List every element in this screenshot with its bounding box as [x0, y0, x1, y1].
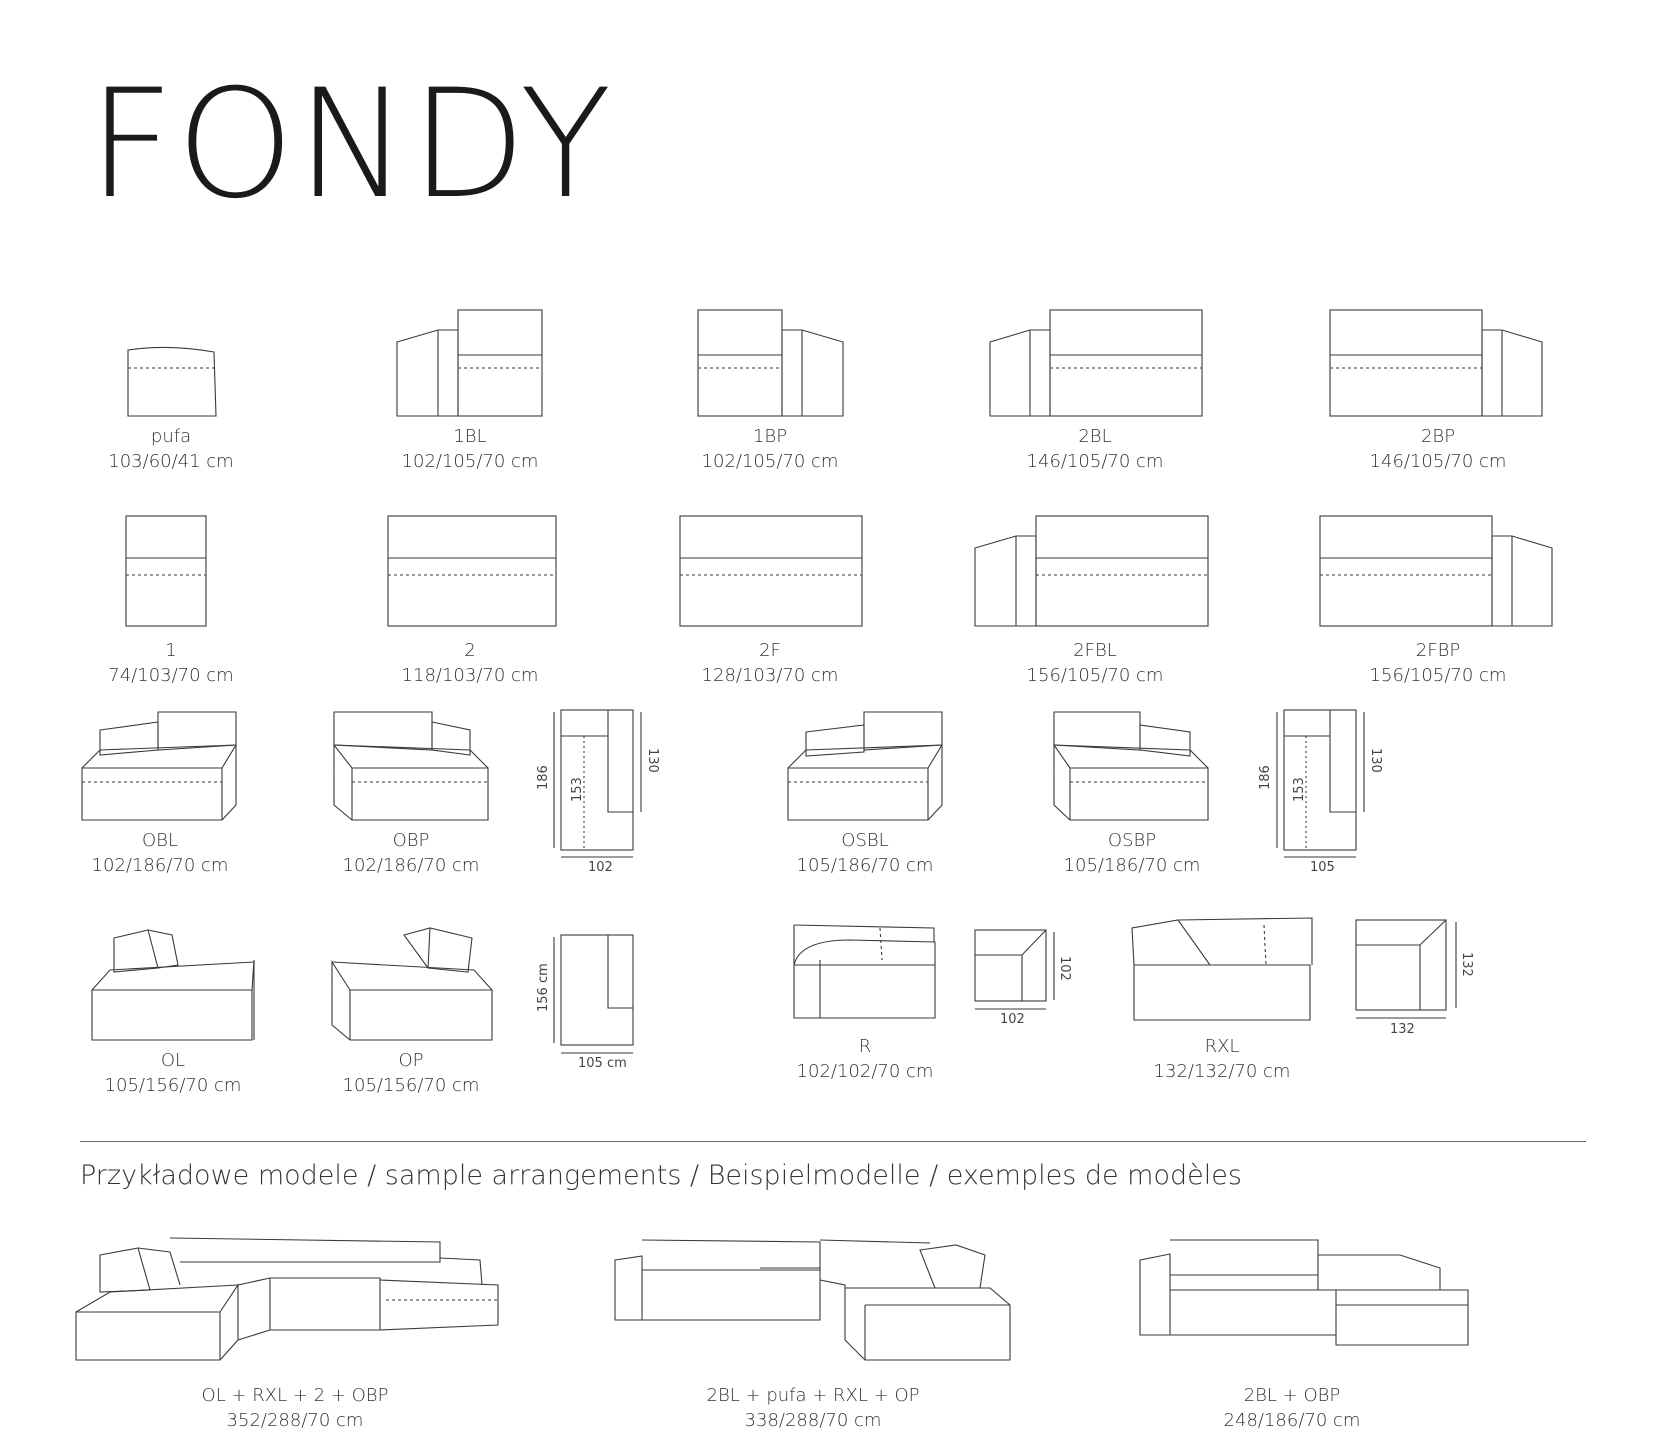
- drawing-1: [126, 516, 206, 626]
- module-dims: 146/105/70 cm: [1026, 451, 1164, 472]
- module-name: 2FBP: [1415, 640, 1461, 661]
- module-name: 2FBL: [1073, 640, 1117, 661]
- arrangement-3: [1140, 1240, 1468, 1345]
- module-1BP: [702, 424, 839, 474]
- arrangement-2-label: [707, 1383, 920, 1433]
- module-name: OSBL: [841, 830, 889, 851]
- module-dims: 128/103/70 cm: [701, 665, 839, 686]
- module-dims: 146/105/70 cm: [1369, 451, 1507, 472]
- section-title: Przykładowe modele / sample arrangements / Beispielmodelle / exemples de modèles: [80, 1160, 1242, 1191]
- drawing-2BP: [1330, 310, 1542, 416]
- module-dims: 102/105/70 cm: [701, 451, 839, 472]
- arrangement-name: 2BL + OBP: [1243, 1385, 1341, 1406]
- module-R: [797, 1034, 934, 1084]
- module-2F: [702, 638, 839, 688]
- module-2FBP: [1370, 638, 1507, 688]
- module-dims: 74/103/70 cm: [108, 665, 234, 686]
- drawing-OSBL: [788, 712, 942, 820]
- arrangement-dims: 248/186/70 cm: [1223, 1410, 1361, 1431]
- module-name: OSBP: [1107, 830, 1157, 851]
- drawing-R: [794, 925, 935, 1018]
- module-name: 1: [165, 640, 177, 661]
- module-RXL: [1154, 1034, 1291, 1084]
- page-title: FONDY: [88, 58, 614, 232]
- drawing-2F: [680, 516, 862, 626]
- module-name: RXL: [1204, 1036, 1240, 1057]
- plan-obl-arm: 130: [645, 748, 660, 773]
- arrangement-name: OL + RXL + 2 + OBP: [201, 1385, 389, 1406]
- module-1: [108, 638, 233, 688]
- arrangement-dims: 338/288/70 cm: [744, 1410, 882, 1431]
- module-OP: [343, 1048, 480, 1098]
- plan-R: [975, 930, 1054, 1009]
- drawing-2BL: [990, 310, 1202, 416]
- module-dims: 105/186/70 cm: [1063, 855, 1201, 876]
- module-OL: [105, 1048, 242, 1098]
- module-name: pufa: [150, 426, 192, 447]
- plan-ol-width: 105 cm: [578, 1056, 627, 1071]
- module-OSBL: [797, 828, 934, 878]
- drawing-2FBP: [1320, 516, 1552, 626]
- arrangement-2: [615, 1240, 1010, 1360]
- plan-ol-depth: 156 cm: [536, 963, 551, 1012]
- drawing-2: [388, 516, 556, 626]
- module-dims: 105/186/70 cm: [796, 855, 934, 876]
- drawing-1BP: [698, 310, 843, 416]
- module-2BL: [1027, 424, 1164, 474]
- plan-OBL: [554, 710, 641, 857]
- plan-RXL: [1356, 920, 1456, 1018]
- module-OSBP: [1064, 828, 1201, 878]
- drawing-OL: [92, 930, 254, 1040]
- plan-osb-depth: 186: [1258, 765, 1273, 790]
- drawing-2FBL: [975, 516, 1208, 626]
- module-name: 1BL: [453, 426, 487, 447]
- module-dims: 102/105/70 cm: [401, 451, 539, 472]
- plan-osb-arm: 130: [1368, 748, 1383, 773]
- module-name: OBP: [392, 830, 430, 851]
- plan-rxl-depth: 132: [1459, 952, 1474, 977]
- drawing-OSBP: [1054, 712, 1208, 820]
- module-name: R: [858, 1036, 872, 1057]
- module-dims: 105/156/70 cm: [104, 1075, 242, 1096]
- module-dims: 102/186/70 cm: [91, 855, 229, 876]
- module-dims: 102/186/70 cm: [342, 855, 480, 876]
- arrangement-1: [76, 1238, 498, 1360]
- module-dims: 105/156/70 cm: [342, 1075, 480, 1096]
- module-name: 2BP: [1420, 426, 1456, 447]
- module-name: OBL: [142, 830, 178, 851]
- module-pufa: [108, 424, 233, 474]
- plan-obl-inner: 153: [570, 777, 585, 802]
- drawing-1BL: [397, 310, 542, 416]
- drawing-OBP: [334, 712, 488, 820]
- module-name: 2F: [759, 640, 781, 661]
- module-dims: 156/105/70 cm: [1369, 665, 1507, 686]
- module-OBP: [343, 828, 480, 878]
- plan-OSBP: [1277, 710, 1364, 857]
- arrangement-dims: 352/288/70 cm: [226, 1410, 364, 1431]
- module-dims: 102/102/70 cm: [796, 1061, 934, 1082]
- plan-r-depth: 102: [1057, 956, 1072, 981]
- module-dims: 132/132/70 cm: [1153, 1061, 1291, 1082]
- module-2BP: [1370, 424, 1507, 474]
- module-dims: 156/105/70 cm: [1026, 665, 1164, 686]
- module-dims: 103/60/41 cm: [108, 451, 234, 472]
- plan-osb-inner: 153: [1292, 777, 1307, 802]
- module-name: OL: [160, 1050, 186, 1071]
- plan-osb-width: 105: [1310, 860, 1335, 875]
- module-2: [402, 638, 539, 688]
- drawing-OBL: [82, 712, 236, 820]
- plan-rxl-width: 132: [1390, 1022, 1415, 1037]
- arrangement-3-label: [1224, 1383, 1361, 1433]
- module-2FBL: [1027, 638, 1164, 688]
- arrangement-name: 2BL + pufa + RXL + OP: [706, 1385, 920, 1406]
- plan-r-width: 102: [1000, 1012, 1025, 1027]
- drawing-RXL: [1132, 918, 1312, 1020]
- module-name: 2: [464, 640, 476, 661]
- plan-obl-depth: 186: [536, 765, 551, 790]
- plan-obl-width: 102: [588, 860, 613, 875]
- module-name: 2BL: [1078, 426, 1112, 447]
- arrangement-1-label: [202, 1383, 389, 1433]
- drawing-OP: [332, 928, 492, 1040]
- module-OBL: [92, 828, 229, 878]
- plan-OL: [554, 935, 633, 1053]
- module-name: 1BP: [752, 426, 788, 447]
- drawing-pufa: [128, 347, 216, 416]
- section-divider: [80, 1141, 1586, 1142]
- module-1BL: [402, 424, 539, 474]
- module-dims: 118/103/70 cm: [401, 665, 539, 686]
- module-name: OP: [398, 1050, 424, 1071]
